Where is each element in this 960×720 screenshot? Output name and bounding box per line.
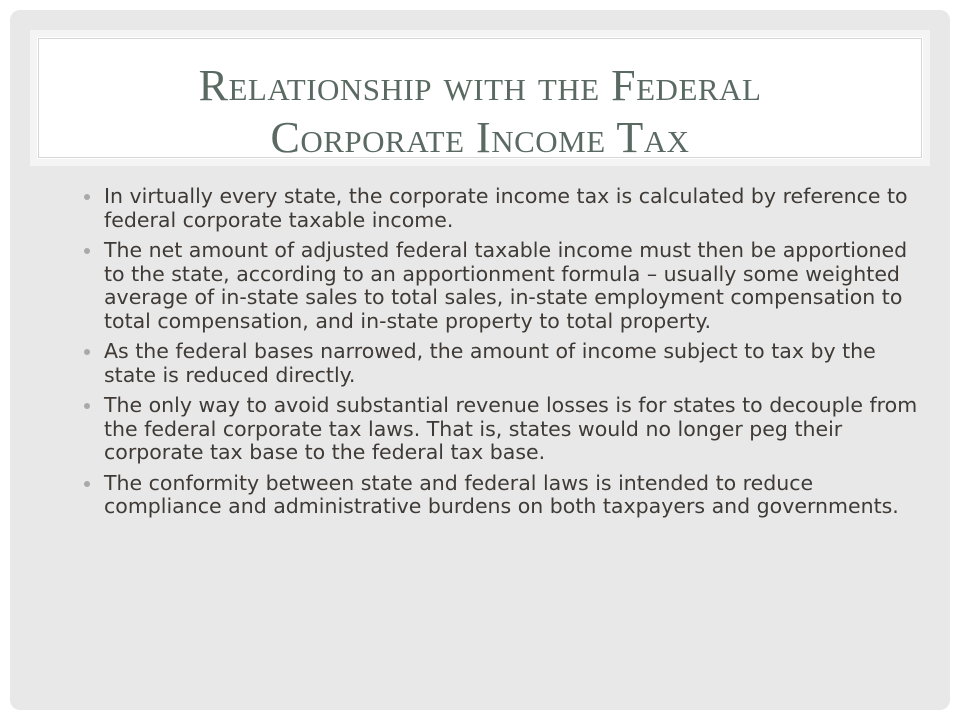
bullet-text: As the federal bases narrowed, the amount of income subject to tax by the state is reduced directly. xyxy=(104,339,876,387)
bullet-dot-icon xyxy=(84,481,90,487)
bullet-item xyxy=(74,472,920,519)
title-box xyxy=(30,30,930,166)
bullet-item xyxy=(74,185,920,232)
bullet-text: The only way to avoid substantial revenue losses is for states to decouple from the federal corporate tax laws. That is, states would no longer peg their corporate tax base to the federal tax base. xyxy=(104,393,918,464)
bullet-item xyxy=(74,340,920,387)
bullet-text: The net amount of adjusted federal taxable income must then be apportioned to the state, according to an apportionment formula – usually some weighted average of in-state sales to total sales, in-state employment compensation to total compensation, and in-state property to total property. xyxy=(104,238,908,333)
bullet-text: In virtually every state, the corporate income tax is calculated by reference to federal corporate taxable income. xyxy=(104,184,908,232)
title-line-1: Relationship with the Federal xyxy=(198,61,762,110)
bullet-dot-icon xyxy=(84,403,90,409)
bullet-dot-icon xyxy=(84,349,90,355)
bullet-list xyxy=(74,185,920,526)
bullet-item xyxy=(74,394,920,465)
slide xyxy=(10,10,950,710)
bullet-dot-icon xyxy=(84,194,90,200)
bullet-text: The conformity between state and federal laws is intended to reduce compliance and administrative burdens on both taxpayers and governments. xyxy=(104,470,899,518)
bullet-dot-icon xyxy=(84,248,90,254)
bullet-item xyxy=(74,239,920,333)
title-line-2: Corporate Income Tax xyxy=(270,113,690,162)
slide-title xyxy=(30,60,930,164)
